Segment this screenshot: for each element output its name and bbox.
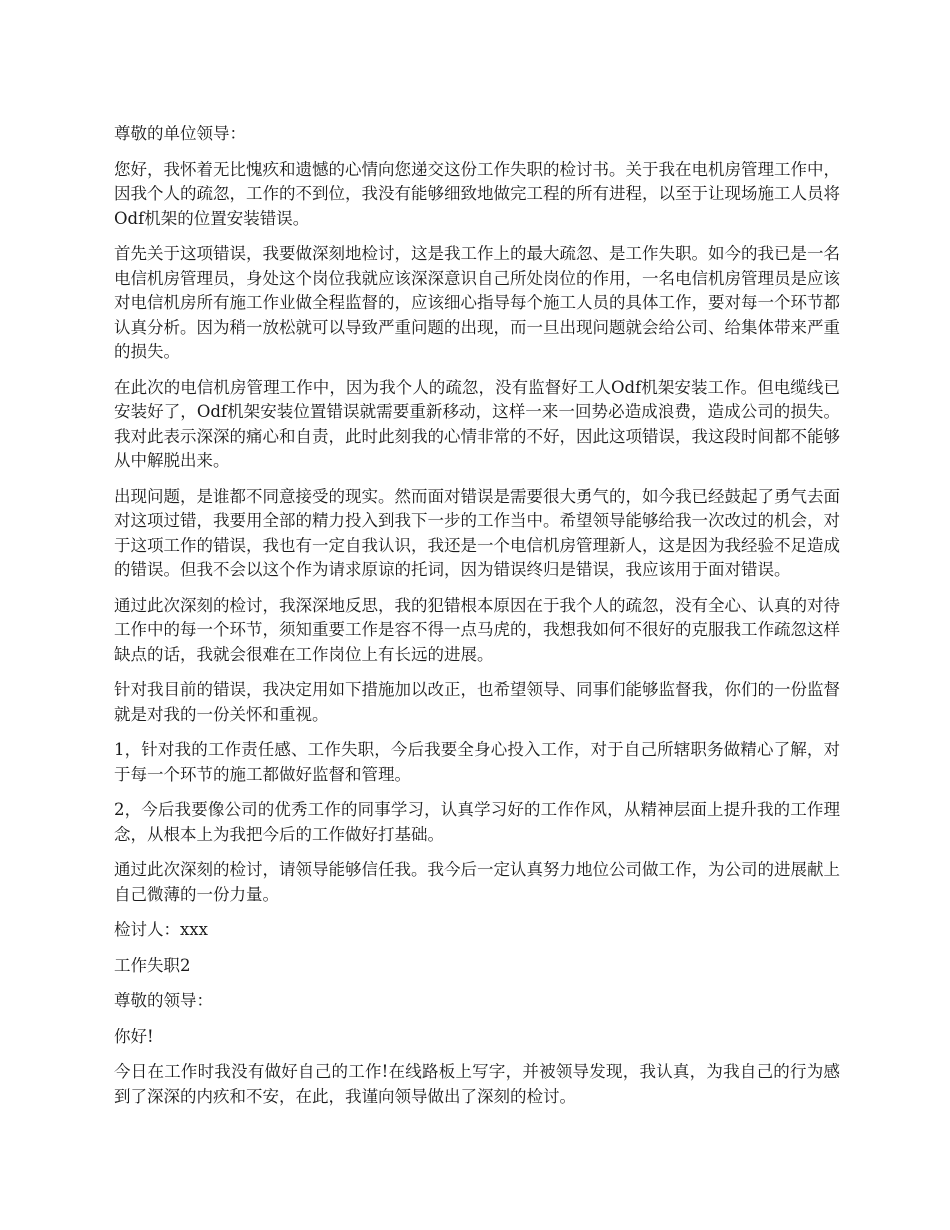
greeting: 你好! [114, 1026, 154, 1046]
list-item: 1，针对我的工作责任感、工作失职，今后我要全身心投入工作，对于自己所辖职务做精心了解，对于每一个环节的施工都做好监督和管理。 [114, 740, 840, 784]
paragraph: 您好，我怀着无比愧疚和遗憾的心情向您递交这份工作失职的检讨书。关于我在电机房管理工作中，因我个人的疏忽，工作的不到位，我没有能够细致地做完工程的所有进程，以至于让现场施工人员将Odf机架的位置安装错误。 [114, 159, 840, 228]
paragraph: 通过此次深刻的检讨，我深深地反思，我的犯错根本原因在于我个人的疏忽，没有全心、认真的对待工作中的每一个环节，须知重要工作是容不得一点马虎的，我想我如何不很好的克服我工作疏忽这样缺点的话，我就会很难在工作岗位上有长远的进展。 [114, 595, 840, 664]
salutation: 尊敬的单位领导： [114, 124, 246, 143]
section-heading: 工作失职2 [114, 955, 191, 975]
document-body [114, 122, 840, 1120]
paragraph: 通过此次深刻的检讨，请领导能够信任我。我今后一定认真努力地位公司做工作，为公司的进展献上自己微薄的一份力量。 [114, 860, 840, 904]
paragraph: 今日在工作时我没有做好自己的工作!在线路板上写字，并被领导发现，我认真，为我自己的行为感到了深深的内疚和不安，在此，我谨向领导做出了深刻的检讨。 [114, 1062, 840, 1106]
paragraph: 在此次的电信机房管理工作中，因为我个人的疏忽，没有监督好工人Odf机架安装工作。但电缆线已安装好了，Odf机架安装位置错误就需要重新移动，这样一来一回势必造成浪费，造成公司的损失。我对此表示深深的痛心和自责，此时此刻我的心情非常的不好，因此这项错误，我这段时间都不能够从中解脱出来。 [114, 377, 840, 470]
paragraph: 针对我目前的错误，我决定用如下措施加以改正，也希望领导、同事们能够监督我，你们的一份监督就是对我的一份关怀和重视。 [114, 680, 840, 724]
salutation: 尊敬的领导： [114, 991, 213, 1010]
list-item: 2，今后我要像公司的优秀工作的同事学习，认真学习好的工作作风，从精神层面上提升我的工作理念，从根本上为我把今后的工作做好打基础。 [114, 800, 840, 844]
paragraph: 首先关于这项错误，我要做深刻地检讨，这是我工作上的最大疏忽、是工作失职。如今的我已是一名电信机房管理员，身处这个岗位我就应该深深意识自己所处岗位的作用，一名电信机房管理员是应该对电信机房所有施工作业做全程监督的，应该细心指导每个施工人员的具体工作，要对每一个环节都认真分析。因为稍一放松就可以导致严重问题的出现，而一旦出现问题就会给公司、给集体带来严重的损失。 [114, 244, 840, 361]
signature-line: 检讨人：xxx [114, 920, 208, 939]
paragraph: 出现问题，是谁都不同意接受的现实。然而面对错误是需要很大勇气的，如今我已经鼓起了勇气去面对这项过错，我要用全部的精力投入到我下一步的工作当中。希望领导能够给我一次改过的机会，对于这项工作的错误，我也有一定自我认识，我还是一个电信机房管理新人，这是因为我经验不足造成的错误。但我不会以这个作为请求原谅的托词，因为错误终归是错误，我应该用于面对错误。 [114, 486, 840, 579]
